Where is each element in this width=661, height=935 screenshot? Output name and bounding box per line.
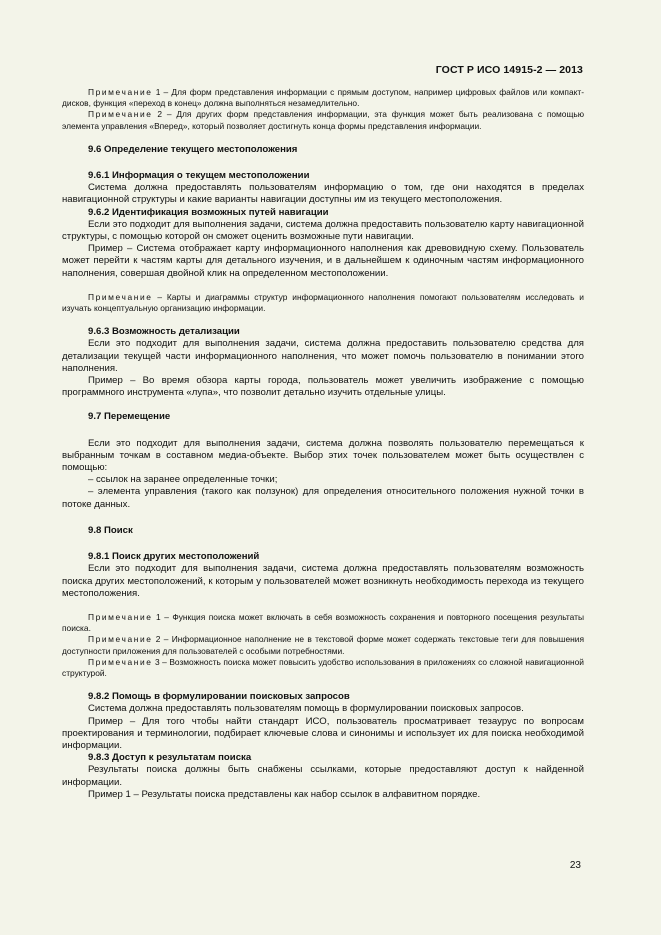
section-9-7-heading: 9.7 Перемещение [88, 411, 171, 423]
section-9-6-3-text: Если это подходит для выполнения задачи, система должна предоставить пользователю средства для детализации текущей части информационного наполнения, что может помочь пользователю в понимании этого наполнения. [62, 338, 584, 374]
note-6 [62, 657, 584, 679]
section-9-6-3-heading: 9.6.3 Возможность детализации [88, 326, 240, 338]
note-3-lead: Примечание [88, 291, 153, 302]
note-4-lead: Примечание [88, 611, 153, 622]
section-9-8-3-text: Результаты поиска должны быть снабжены ссылками, которые предоставляют доступ к найденной информации. [62, 764, 584, 788]
section-9-8-heading: 9.8 Поиск [88, 524, 133, 536]
section-9-6-1-text: Система должна предоставлять пользователям информацию о том, где они находятся в пределах навигационной структуры и какие варианты навигации доступны им из текущего местоположения. [62, 182, 584, 206]
section-9-6-heading: 9.6 Определение текущего местоположения [88, 143, 298, 155]
section-9-6-2-text: Если это подходит для выполнения задачи, система должна предоставить пользователю карту навигационной структуры, с помощью которой он сможет оценить возможные пути навигации. [62, 218, 584, 243]
note-5-text: 2 – Информационное наполнение не в текстовой форме может содержать текстовые теги для повышения доступности приложения для пользователей с особыми потребностями. [62, 634, 584, 656]
note-2-text: 2 – Для других форм представления информации, эта функция может быть реализована с помощью элемента управления «Вперед», который позволяет достигнуть конца формы представления информации. [62, 109, 584, 131]
note-4 [62, 612, 584, 634]
section-9-8-3-example: Пример 1 – Результаты поиска представлены как набор ссылок в алфавитном порядке. [88, 788, 481, 800]
note-6-lead: Примечание [88, 656, 153, 667]
note-1-text: 1 – Для форм представления информации с прямым доступом, например цифровых файлов или компакт-дисков, функция «переход в конец» должна выполняться незамедлительно. [62, 87, 584, 109]
note-5-lead: Примечание [88, 634, 153, 645]
note-3-text: – Карты и диаграммы структур информационного наполнения помогают пользователям исследовать и изучать концептуальную организацию информации. [62, 291, 584, 314]
note-2-lead: Примечание [88, 109, 153, 120]
note-2 [62, 109, 584, 131]
section-9-8-2-example: Пример – Для того чтобы найти стандарт ИСО, пользователь просматривает тезаурус по вопросам проектирования и терминологии, подбирает ключевые слова и синонимы и использует их для поиска необходимой информации. [62, 715, 584, 751]
section-9-6-2-heading: 9.6.2 Идентификация возможных путей навигации [88, 206, 329, 218]
section-9-8-3-heading: 9.8.3 Доступ к результатам поиска [88, 752, 252, 764]
note-1-lead: Примечание [88, 87, 153, 97]
section-9-8-1-heading: 9.8.1 Поиск других местоположений [88, 551, 260, 563]
section-9-8-2-text: Система должна предоставлять пользователям помощь в формулировании поисковых запросов. [88, 703, 524, 715]
note-4-text: 1 – Функция поиска может включать в себя возможность сохранения и повторного посещения результаты поиска. [62, 611, 584, 634]
section-9-6-2-example: Пример – Система отображает карту информационного наполнения как древовидную схему. Пользователь может перейти к частям карты для детального изучения, и в дальнейшем к одиночным частям информационного наполнения, совершая двойной клик на определенном местоположении. [62, 243, 584, 279]
section-9-6-3-example: Пример – Во время обзора карты города, пользователь может увеличить изображение с помощью программного инструмента «лупа», что позволит детально изучить отдельные улицы. [62, 375, 584, 399]
note-3 [62, 292, 584, 314]
list-item-2: – элемента управления (такого как ползунок) для определения относительного положения нужной точки в потоке данных. [62, 486, 584, 510]
note-6-text: 3 – Возможность поиска может повысить удобство использования в приложениях со сложной навигационной структурой. [62, 656, 584, 678]
section-9-8-1-text: Если это подходит для выполнения задачи, система должна предоставлять пользователям возможность поиска других местоположений, к которым у пользователей может возникнуть необходимость перехода из текущего местоположения. [62, 563, 584, 599]
section-9-8-2-heading: 9.8.2 Помощь в формулировании поисковых запросов [88, 691, 350, 703]
page-number: 23 [569, 860, 581, 871]
section-9-7-text: Если это подходит для выполнения задачи, система должна позволять пользователю перемещаться к выбранным точкам в составном медиа-объекте. Выбор этих точек пользователем может быть осуществлен с помощью: [62, 437, 584, 474]
page-body [62, 87, 584, 801]
list-item-1: – ссылок на заранее определенные точки; [88, 474, 278, 486]
document-header: ГОСТ Р ИСО 14915-2 — 2013 [435, 64, 583, 76]
note-5 [62, 634, 584, 656]
note-1 [62, 87, 584, 109]
section-9-6-1-heading: 9.6.1 Информация о текущем местоположении [88, 170, 310, 182]
